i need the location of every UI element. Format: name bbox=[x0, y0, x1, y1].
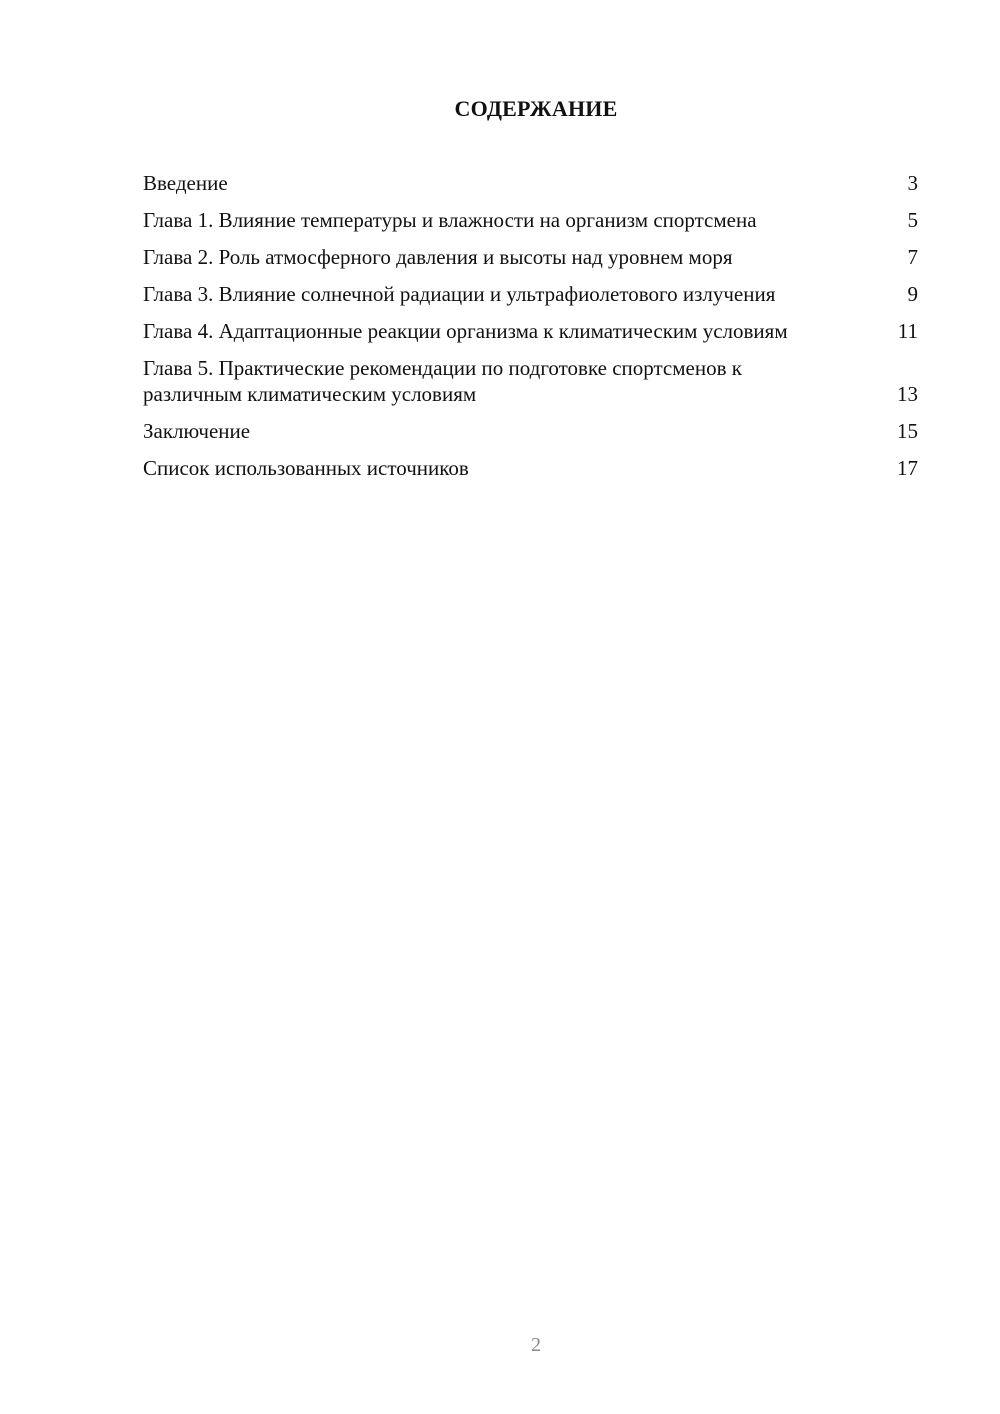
toc-heading: СОДЕРЖАНИЕ bbox=[454, 96, 618, 121]
toc-entry-conclusion bbox=[143, 418, 918, 444]
toc-entry-chapter-3 bbox=[143, 281, 918, 307]
toc-entry-title: Глава 5. Практические рекомендации по подготовке спортсменов к различным климатическим условиям bbox=[143, 356, 742, 406]
toc-entry-title: Введение bbox=[143, 171, 228, 195]
page-number: 2 bbox=[531, 1334, 541, 1356]
toc-entry-title: Заключение bbox=[143, 419, 251, 443]
toc-entry-chapter-1 bbox=[143, 207, 918, 233]
toc-entry-chapter-2 bbox=[143, 244, 918, 270]
toc-entry-title: Глава 4. Адаптационные реакции организма к климатическим условиям bbox=[143, 319, 788, 343]
toc-entry-page: 11 bbox=[897, 319, 918, 343]
table-of-contents bbox=[143, 170, 918, 492]
toc-entry-page: 15 bbox=[897, 419, 918, 443]
toc-entry-page: 17 bbox=[897, 456, 918, 480]
toc-entry-title: Глава 3. Влияние солнечной радиации и ультрафиолетового излучения bbox=[143, 282, 776, 306]
toc-entry-page: 3 bbox=[907, 171, 918, 195]
toc-entry-title: Список использованных источников bbox=[143, 456, 469, 480]
toc-entry-chapter-4 bbox=[143, 318, 918, 344]
toc-entry-title: Глава 2. Роль атмосферного давления и высоты над уровнем моря bbox=[143, 245, 733, 269]
toc-entry-chapter-5 bbox=[143, 355, 918, 407]
toc-entry-title: Глава 1. Влияние температуры и влажности на организм спортсмена bbox=[143, 208, 757, 232]
toc-entry-references bbox=[143, 455, 918, 481]
toc-entry-page: 9 bbox=[907, 282, 918, 306]
toc-entry-introduction bbox=[143, 170, 918, 196]
toc-entry-page: 7 bbox=[907, 245, 918, 269]
toc-entry-page: 5 bbox=[907, 208, 918, 232]
toc-entry-page: 13 bbox=[897, 382, 918, 406]
